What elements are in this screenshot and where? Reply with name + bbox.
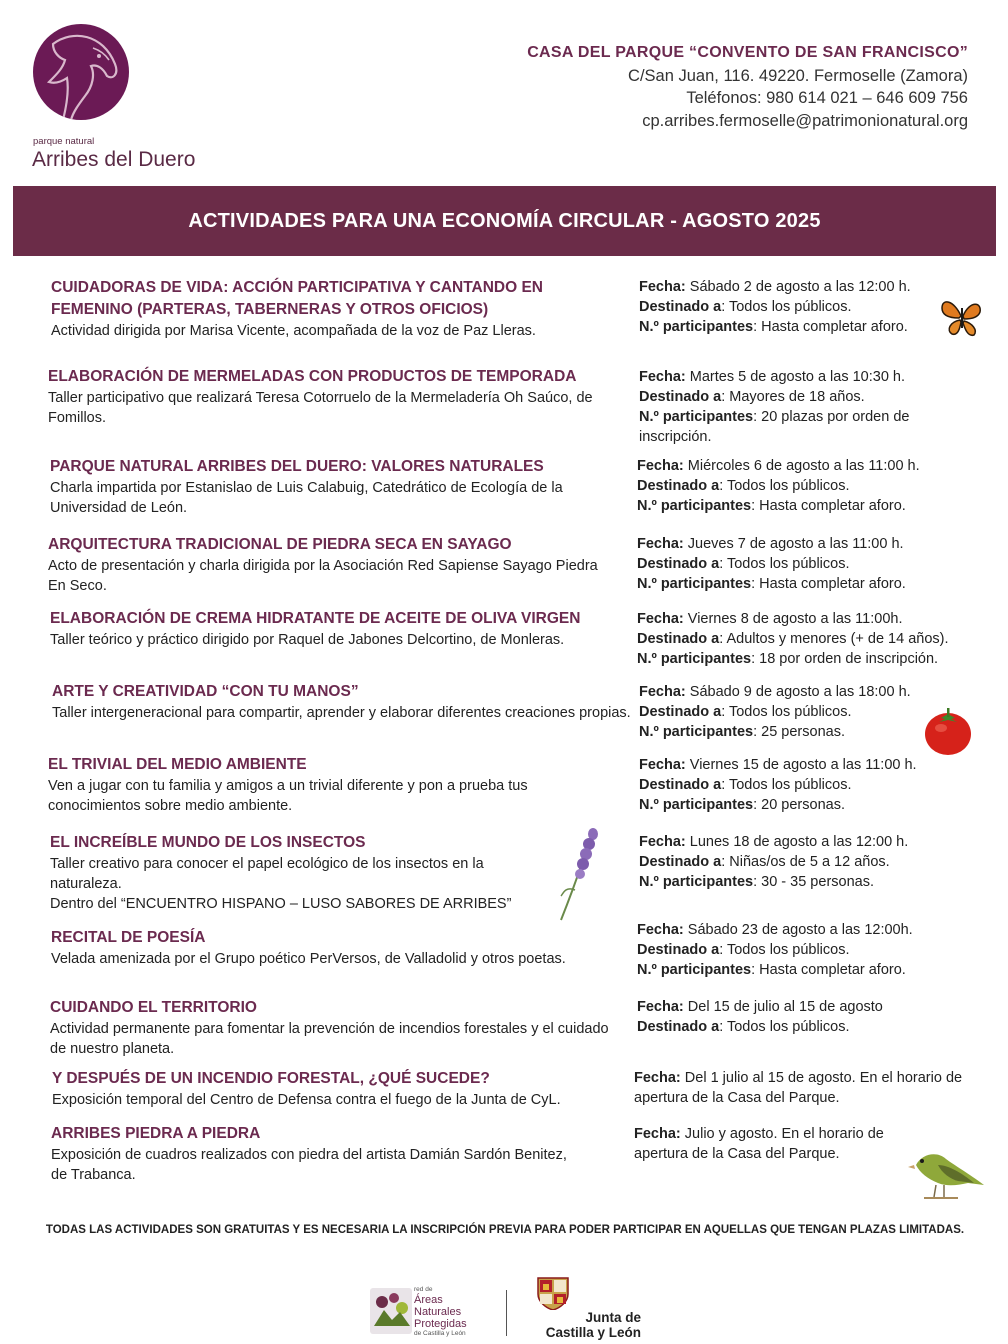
- junta-line-1: Junta de: [585, 1310, 641, 1325]
- activity-title: EL INCREÍBLE MUNDO DE LOS INSECTOS: [50, 834, 366, 851]
- destinado-value: Todos los públicos.: [726, 1019, 850, 1035]
- activity-info: Fecha: Sábado 9 de agosto a las 18:00 h. Destinado a: Todos los públicos. N.º participantes: 25 personas.: [639, 684, 911, 740]
- rnap-emblem-icon: [370, 1286, 412, 1336]
- participantes-label: N.º participantes: [637, 576, 752, 592]
- destinado-value: Todos los públicos.: [728, 704, 852, 720]
- activity-title: EL TRIVIAL DEL MEDIO AMBIENTE: [48, 756, 307, 773]
- activity-info: Fecha: Miércoles 6 de agosto a las 11:00 h. Destinado a: Todos los públicos. N.º participantes: Hasta completar aforo.: [637, 458, 920, 514]
- fecha-value: Del 15 de julio al 15 de agosto: [687, 999, 883, 1015]
- participantes-label: N.º participantes: [639, 724, 754, 740]
- butterfly-icon: [938, 294, 984, 338]
- activity-description: Taller participativo que realizará Teresa Cotorruelo de la Mermeladería Oh Saúco, de Fomillos.: [48, 390, 593, 426]
- activity-info: [634, 1124, 924, 1164]
- rnap-line-3: Naturales: [414, 1306, 462, 1318]
- activity-info: Fecha: Martes 5 de agosto a las 10:30 h. Destinado a: Mayores de 18 años. N.º participantes: 20 plazas por orden de inscripción.: [639, 369, 910, 445]
- destinado-value: Todos los públicos.: [728, 299, 852, 315]
- logo-subtitle: parque natural: [33, 136, 95, 147]
- destinado-label: Destinado a: [637, 942, 720, 958]
- activity-description: Velada amenizada por el Grupo poético PerVersos, de Valladolid y otros poetas.: [51, 951, 566, 967]
- fecha-label: Fecha:: [637, 536, 684, 552]
- activity-item: [51, 1123, 636, 1185]
- activity-description: Acto de presentación y charla dirigida por la Asociación Red Sapiense Sayago Piedra En Seco.: [48, 558, 598, 594]
- fecha-label: Fecha:: [637, 611, 684, 627]
- tomato-icon: [923, 704, 973, 756]
- activity-info: Fecha: Jueves 7 de agosto a las 11:00 h. Destinado a: Todos los públicos. N.º participantes: Hasta completar aforo.: [637, 536, 906, 592]
- destinado-label: Destinado a: [639, 704, 722, 720]
- destinado-value: Todos los públicos.: [726, 556, 850, 572]
- contact-phones: Teléfonos: 980 614 021 – 646 609 756: [686, 89, 968, 107]
- activity-title: ELABORACIÓN DE CREMA HIDRATANTE DE ACEITE DE OLIVA VIRGEN: [50, 610, 581, 627]
- rnap-line-4: Protegidas: [414, 1318, 467, 1330]
- destinado-value: Mayores de 18 años.: [729, 389, 865, 405]
- activity-description: Actividad dirigida por Marisa Vicente, acompañada de la voz de Paz Lleras.: [51, 323, 536, 339]
- activity-info: [634, 1068, 964, 1108]
- participantes-label: N.º participantes: [639, 797, 754, 813]
- fecha-value: Viernes 8 de agosto a las 11:00h.: [687, 611, 903, 627]
- activity-info: Fecha: Del 15 de julio al 15 de agosto Destinado a: Todos los públicos.: [637, 999, 883, 1035]
- fecha-value: Sábado 9 de agosto a las 18:00 h.: [689, 684, 911, 700]
- fecha-label: Fecha:: [639, 369, 686, 385]
- participantes-label: N.º participantes: [637, 498, 752, 514]
- fecha-label: Fecha:: [637, 458, 684, 474]
- rnap-line-1: red de: [414, 1286, 433, 1293]
- rnap-line-5: de Castilla y León: [414, 1330, 466, 1337]
- fecha-value: Viernes 15 de agosto a las 11:00 h.: [689, 757, 917, 773]
- fecha-value: Del 1 julio al 15 de agosto. En el horario de apertura de la Casa del Parque.: [634, 1070, 963, 1106]
- participantes-label: N.º participantes: [639, 409, 754, 425]
- activity-item: [50, 608, 635, 650]
- participantes-value: Hasta completar aforo.: [759, 498, 906, 514]
- activity-description: Exposición temporal del Centro de Defensa contra el fuego de la Junta de CyL.: [52, 1092, 561, 1108]
- fecha-label: Fecha:: [639, 279, 686, 295]
- junta-logo: [528, 1274, 648, 1340]
- activity-title: ARQUITECTURA TRADICIONAL DE PIEDRA SECA EN SAYAGO: [48, 536, 512, 553]
- destinado-label: Destinado a: [639, 299, 722, 315]
- activity-item: [48, 366, 633, 428]
- footer-divider: [506, 1290, 507, 1336]
- activity-item: [52, 681, 637, 723]
- activity-info: Fecha: Sábado 23 de agosto a las 12:00h. Destinado a: Todos los públicos. N.º participantes: Hasta completar aforo.: [637, 922, 913, 978]
- contact-title: CASA DEL PARQUE “CONVENTO DE SAN FRANCISCO”: [527, 44, 968, 61]
- contact-email[interactable]: cp.arribes.fermoselle@patrimonionatural.org: [642, 111, 968, 130]
- destinado-label: Destinado a: [637, 1019, 720, 1035]
- junta-line-2: Castilla y León: [545, 1325, 641, 1340]
- activity-title: PARQUE NATURAL ARRIBES DEL DUERO: VALORES NATURALES: [50, 458, 544, 475]
- participantes-value: Hasta completar aforo.: [759, 962, 906, 978]
- eagle-logo-icon: [33, 24, 129, 120]
- logo-title: Arribes del Duero: [32, 148, 196, 171]
- activity-item: [51, 927, 636, 969]
- participantes-label: N.º participantes: [639, 874, 754, 890]
- activity-description: Taller intergeneracional para compartir, aprender y elaborar diferentes creaciones propias.: [52, 705, 631, 721]
- fecha-value: Sábado 23 de agosto a las 12:00h.: [687, 922, 913, 938]
- activity-description: Taller teórico y práctico dirigido por Raquel de Jabones Delcortino, de Monleras.: [50, 632, 565, 648]
- participantes-value: 20 plazas por orden de inscripción.: [639, 409, 910, 445]
- activity-title: ELABORACIÓN DE MERMELADAS CON PRODUCTOS DE TEMPORADA: [48, 368, 577, 385]
- fecha-label: Fecha:: [637, 999, 684, 1015]
- fecha-label: Fecha:: [634, 1070, 681, 1086]
- activity-info: Fecha: Viernes 8 de agosto a las 11:00h. Destinado a: Adultos y menores (+ de 14 años). N.º participantes: 18 por orden de inscripción.: [637, 611, 949, 667]
- activity-title: ARTE Y CREATIVIDAD “CON TU MANOS”: [52, 683, 359, 700]
- footer-notice: TODAS LAS ACTIVIDADES SON GRATUITAS Y ES NECESARIA LA INSCRIPCIÓN PREVIA PARA PODER PARTICIPAR EN AQUELLAS QUE TENGAN PLAZAS LIMITADAS.: [45, 1224, 965, 1236]
- participantes-value: 30 - 35 personas.: [761, 874, 874, 890]
- activity-title: CUIDADORAS DE VIDA: ACCIÓN PARTICIPATIVA Y CANTANDO EN FEMENINO (PARTERAS, TABERNERAS Y OTROS OFICIOS): [51, 279, 543, 318]
- fecha-value: Sábado 2 de agosto a las 12:00 h.: [689, 279, 911, 295]
- destinado-label: Destinado a: [637, 556, 720, 572]
- page-title: ACTIVIDADES PARA UNA ECONOMÍA CIRCULAR - AGOSTO 2025: [188, 209, 821, 232]
- fecha-value: Miércoles 6 de agosto a las 11:00 h.: [687, 458, 920, 474]
- activity-item: [52, 1068, 637, 1110]
- lavender-icon: [555, 824, 605, 922]
- activity-description: Ven a jugar con tu familia y amigos a un trivial diferente y pon a prueba tus conocimientos sobre medio ambiente.: [48, 778, 528, 814]
- contact-block: [527, 42, 968, 132]
- activity-note: Dentro del “ENCUENTRO HISPANO – LUSO SABORES DE ARRIBES”: [50, 896, 512, 912]
- junta-text: [529, 1310, 641, 1340]
- destinado-value: Todos los públicos.: [726, 942, 850, 958]
- fecha-label: Fecha:: [639, 757, 686, 773]
- participantes-label: N.º participantes: [637, 962, 752, 978]
- activity-description: Actividad permanente para fomentar la prevención de incendios forestales y el cuidado de nuestro planeta.: [50, 1021, 609, 1057]
- activity-item: [50, 832, 635, 914]
- fecha-value: Martes 5 de agosto a las 10:30 h.: [689, 369, 906, 385]
- destinado-label: Destinado a: [639, 389, 722, 405]
- participantes-value: Hasta completar aforo.: [761, 319, 908, 335]
- activity-title: CUIDANDO EL TERRITORIO: [50, 999, 257, 1016]
- fecha-value: Julio y agosto. En el horario de apertura de la Casa del Parque.: [634, 1126, 884, 1162]
- activity-item: [50, 997, 635, 1059]
- fecha-label: Fecha:: [634, 1126, 681, 1142]
- participantes-value: 18 por orden de inscripción.: [759, 651, 939, 667]
- destinado-value: Todos los públicos.: [726, 478, 850, 494]
- activity-info: Fecha: Lunes 18 de agosto a las 12:00 h. Destinado a: Niñas/os de 5 a 12 años. N.º participantes: 30 - 35 personas.: [639, 834, 909, 890]
- activity-description: Taller creativo para conocer el papel ecológico de los insectos en la naturaleza.: [50, 856, 484, 892]
- castle-shield-icon: [536, 1274, 570, 1310]
- activity-item: [51, 277, 636, 341]
- activity-item: [50, 456, 635, 518]
- destinado-label: Destinado a: [637, 478, 720, 494]
- destinado-value: Niñas/os de 5 a 12 años.: [729, 854, 890, 870]
- destinado-label: Destinado a: [639, 854, 722, 870]
- activity-title: Y DESPUÉS DE UN INCENDIO FORESTAL, ¿QUÉ SUCEDE?: [52, 1070, 490, 1087]
- rnap-logo: [370, 1286, 495, 1338]
- activity-title: RECITAL DE POESÍA: [51, 929, 206, 946]
- bird-icon: [908, 1143, 988, 1203]
- fecha-label: Fecha:: [639, 684, 686, 700]
- activity-info: Fecha: Viernes 15 de agosto a las 11:00 h. Destinado a: Todos los públicos. N.º participantes: 20 personas.: [639, 757, 917, 813]
- destinado-label: Destinado a: [637, 631, 720, 647]
- activity-item: [48, 534, 633, 596]
- participantes-label: N.º participantes: [639, 319, 754, 335]
- destinado-value: Adultos y menores (+ de 14 años).: [726, 631, 949, 647]
- rnap-line-2: Áreas: [414, 1294, 443, 1306]
- activity-title: ARRIBES PIEDRA A PIEDRA: [51, 1125, 261, 1142]
- contact-address: C/San Juan, 116. 49220. Fermoselle (Zamora): [628, 66, 968, 85]
- participantes-label: N.º participantes: [637, 651, 752, 667]
- fecha-value: Lunes 18 de agosto a las 12:00 h.: [689, 834, 909, 850]
- participantes-value: 20 personas.: [761, 797, 845, 813]
- park-logo: [30, 24, 215, 174]
- destinado-label: Destinado a: [639, 777, 722, 793]
- page-title-banner: [13, 186, 996, 256]
- fecha-value: Jueves 7 de agosto a las 11:00 h.: [687, 536, 904, 552]
- activity-item: [48, 754, 633, 816]
- activity-description: Exposición de cuadros realizados con piedra del artista Damián Sardón Benitez, de Trabanca.: [51, 1147, 567, 1183]
- fecha-label: Fecha:: [639, 834, 686, 850]
- activity-description: Charla impartida por Estanislao de Luis Calabuig, Catedrático de Ecología de la Universidad de León.: [50, 480, 563, 516]
- fecha-label: Fecha:: [637, 922, 684, 938]
- participantes-value: Hasta completar aforo.: [759, 576, 906, 592]
- participantes-value: 25 personas.: [761, 724, 845, 740]
- rnap-text: [414, 1286, 467, 1338]
- destinado-value: Todos los públicos.: [728, 777, 852, 793]
- activity-info: Fecha: Sábado 2 de agosto a las 12:00 h. Destinado a: Todos los públicos. N.º participantes: Hasta completar aforo.: [639, 279, 911, 335]
